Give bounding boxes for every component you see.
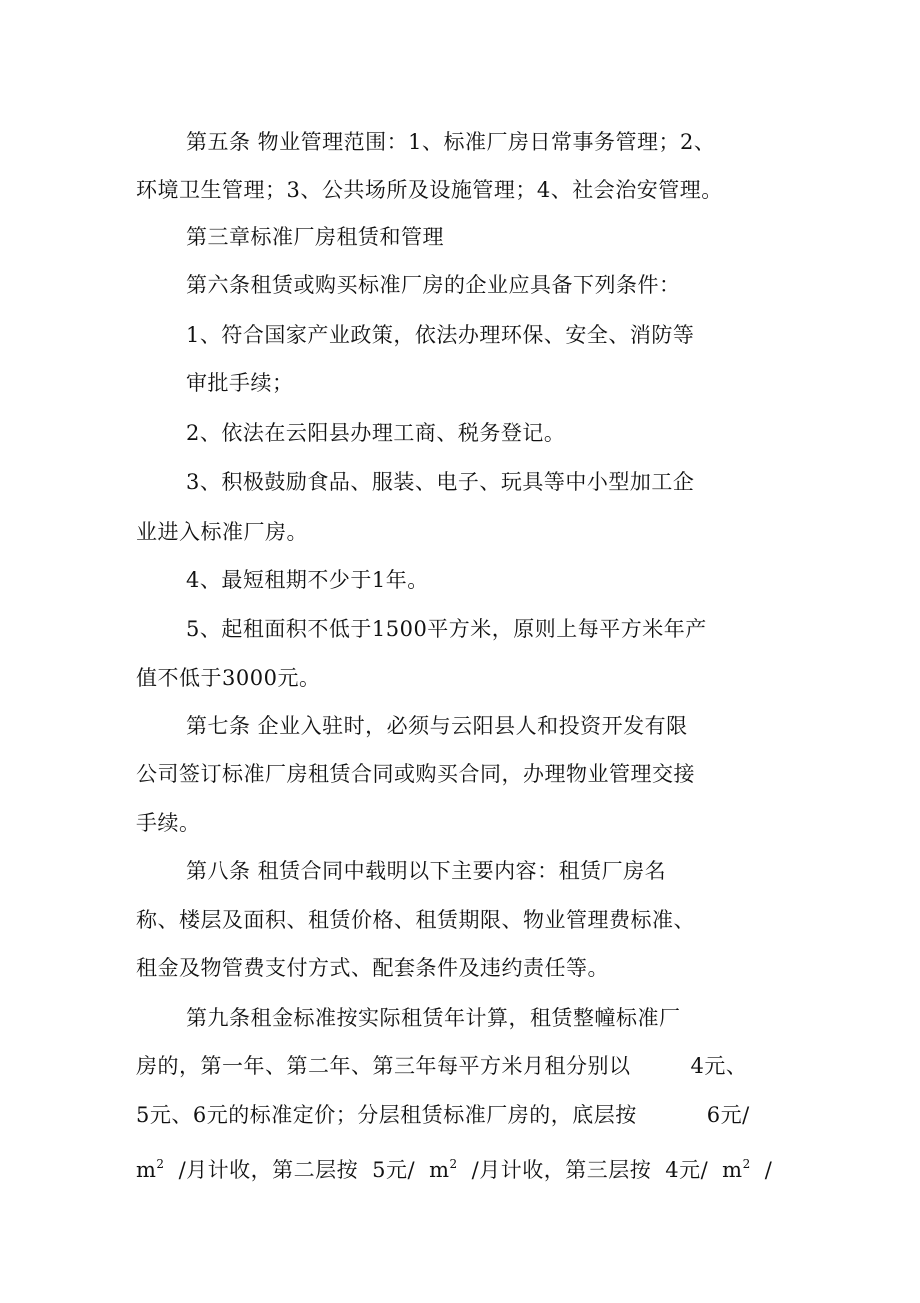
condition-5-line-2: 值不低于3000元。 <box>136 666 321 690</box>
price-3: 4元/ <box>665 1158 709 1182</box>
article-6-line-1: 第六条租赁或购买标准厂房的企业应具备下列条件： <box>186 273 681 297</box>
article-7-line-2: 公司签订标准厂房租赁合同或购买合同，办理物业管理交接 <box>136 762 695 786</box>
article-9-line-3-text: 5元、6元的标准定价；分层租赁标准厂房的，底层按 <box>136 1103 637 1127</box>
article-5-line-1: 第五条 物业管理范围：1、标准厂房日常事务管理；2、 <box>186 130 716 154</box>
trailing-slash: / <box>764 1158 773 1182</box>
unit-sup-1: 2 <box>156 1157 165 1171</box>
article-9-line-2-price: 4元、 <box>690 1054 748 1078</box>
chapter-3-heading: 第三章标准厂房租赁和管理 <box>186 225 444 249</box>
condition-5-line-1: 5、起租面积不低于1500平方米，原则上每平方米年产 <box>186 617 707 641</box>
unit-sup-2: 2 <box>449 1157 458 1171</box>
article-9-line-3 <box>136 1101 750 1129</box>
unit-m-1: m <box>136 1158 157 1182</box>
article-5-line-2: 环境卫生管理；3、公共场所及设施管理；4、社会治安管理。 <box>136 178 723 202</box>
article-8-line-3: 租金及物管费支付方式、配套条件及违约责任等。 <box>136 956 609 980</box>
price-2: 5元/ <box>372 1158 416 1182</box>
condition-3-line-1: 3、积极鼓励食品、服装、电子、玩具等中小型加工企 <box>186 470 695 494</box>
condition-1-line-1: 1、符合国家产业政策，依法办理环保、安全、消防等 <box>186 323 695 347</box>
article-9-line-2-text: 房的，第一年、第二年、第三年每平方米月租分别以 <box>136 1054 631 1078</box>
article-9-line-2 <box>136 1052 747 1080</box>
article-7-line-1: 第七条 企业入驻时，必须与云阳县人和投资开发有限 <box>186 714 688 738</box>
condition-4-line-1: 4、最短租期不少于1年。 <box>186 568 429 592</box>
unit-m-2: m <box>429 1158 450 1182</box>
article-7-line-3: 手续。 <box>136 811 201 835</box>
condition-3-line-2: 业进入标准厂房。 <box>136 520 308 544</box>
article-9-line-1: 第九条租金标准按实际租赁年计算，租赁整幢标准厂 <box>186 1006 681 1030</box>
article-8-line-1: 第八条 租赁合同中载明以下主要内容：租赁厂房名 <box>186 859 667 883</box>
article-9-line-3-price: 6元/ <box>706 1103 750 1127</box>
unit-m-3: m <box>722 1158 743 1182</box>
rate-text-1: /月计收，第二层按 <box>178 1158 359 1182</box>
rate-text-2: /月计收，第三层按 <box>471 1158 652 1182</box>
condition-1-line-2: 审批手续； <box>186 371 294 395</box>
article-9-line-4 <box>136 1150 772 1184</box>
condition-2-line-1: 2、依法在云阳县办理工商、税务登记。 <box>186 421 566 445</box>
unit-sup-3: 2 <box>742 1157 751 1171</box>
article-8-line-2: 称、楼层及面积、租赁价格、租赁期限、物业管理费标准、 <box>136 908 695 932</box>
